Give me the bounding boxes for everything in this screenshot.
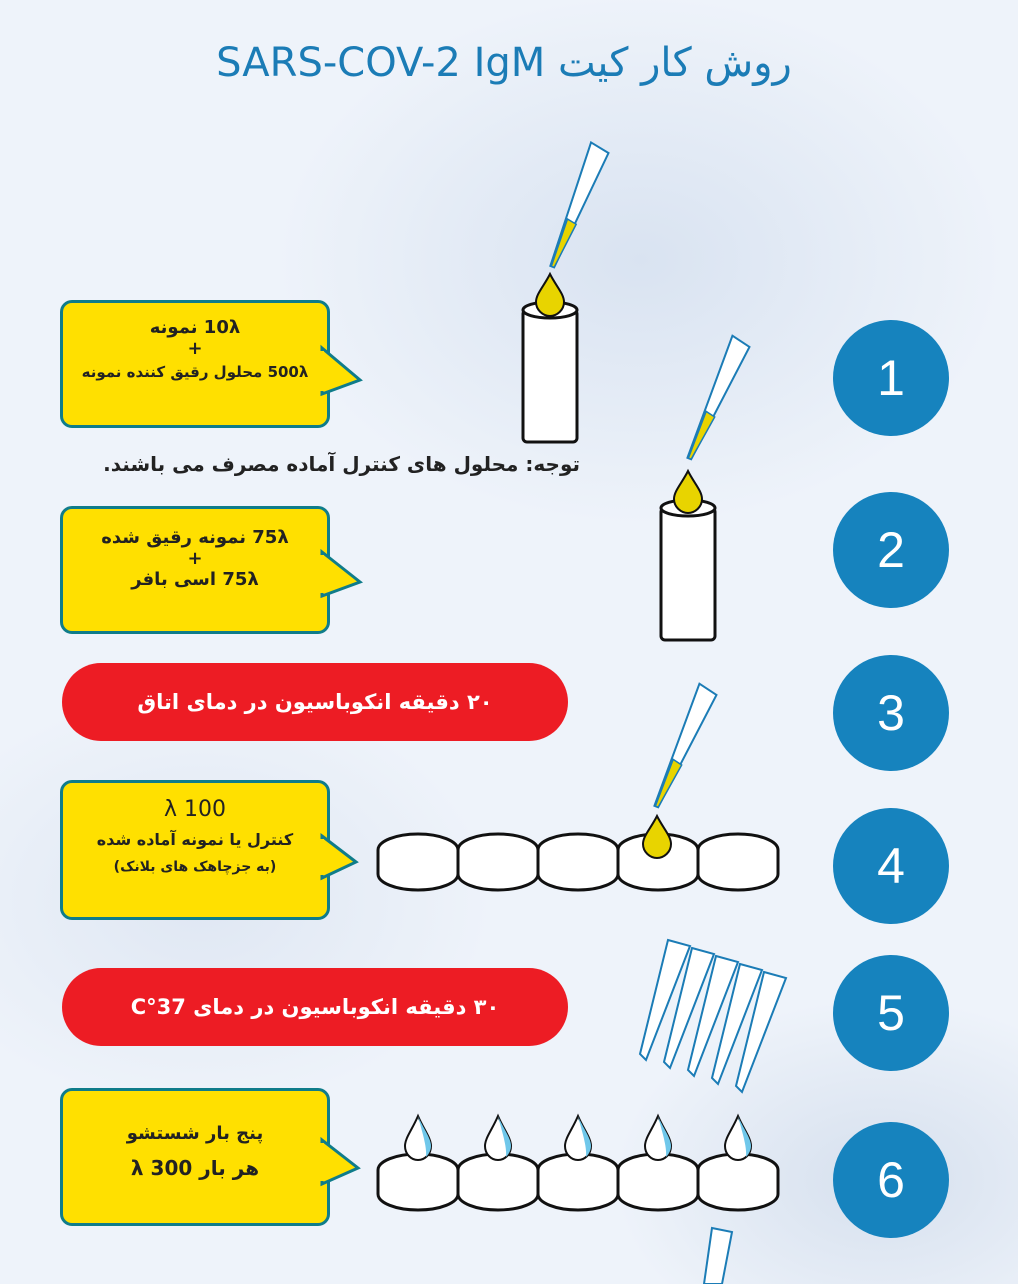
step-6-volume: هر بار λ 300 <box>130 1156 260 1180</box>
well-strip-4-icon <box>378 834 778 890</box>
step-4-badge: 4 <box>833 808 949 924</box>
step-5-incubation: ۳۰ دقیقه انکوباسیون در دمای 37°C <box>62 968 568 1046</box>
drop-1-icon <box>536 274 564 316</box>
control-note: توجه: محلول های کنترل آماده مصرف می باشند. <box>103 452 580 476</box>
step-1-badge: 1 <box>833 320 949 436</box>
step-1-diluent: 500λ محلول رقیق کننده نمونه <box>81 363 309 381</box>
drop-2-icon <box>674 471 702 513</box>
tube-2-icon <box>661 500 715 640</box>
pipette-2-icon <box>684 336 751 464</box>
step-6-badge: 6 <box>833 1122 949 1238</box>
step-2-diluted-sample: 75λ نمونه رقیق شده <box>101 527 289 548</box>
step-3-badge: 3 <box>833 655 949 771</box>
step-2-badge: 2 <box>833 492 949 608</box>
tube-1-icon <box>523 302 577 442</box>
drop-4-icon <box>643 816 671 858</box>
step-5-badge: 5 <box>833 955 949 1071</box>
step-2-plus: + <box>187 548 203 569</box>
multichannel-pipette-icon <box>640 940 786 1092</box>
well-strip-6-icon <box>378 1154 778 1210</box>
step-4-sample: کنترل یا نمونه آماده شده <box>96 830 294 849</box>
pipette-1-icon <box>547 142 610 271</box>
step-2-buffer: 75λ اسی بافر <box>131 569 259 590</box>
step-1-plus: + <box>187 338 203 359</box>
step-3-incubation: ۲۰ دقیقه انکوباسیون در دمای اتاق <box>62 663 568 741</box>
step-4-blank-note: (به جزچاهک های بلانک) <box>113 859 277 875</box>
wash-drops-icon <box>405 1116 751 1160</box>
step-1-sample: 10λ نمونه <box>149 317 241 338</box>
step-4-volume: 100 λ <box>163 797 227 822</box>
step-6-wash: پنج بار شستشو <box>126 1123 264 1144</box>
pipette-7-icon <box>704 1228 732 1284</box>
page-title: روش کار کیت SARS-COV-2 IgM <box>216 40 792 86</box>
pipette-4-icon <box>651 684 718 812</box>
